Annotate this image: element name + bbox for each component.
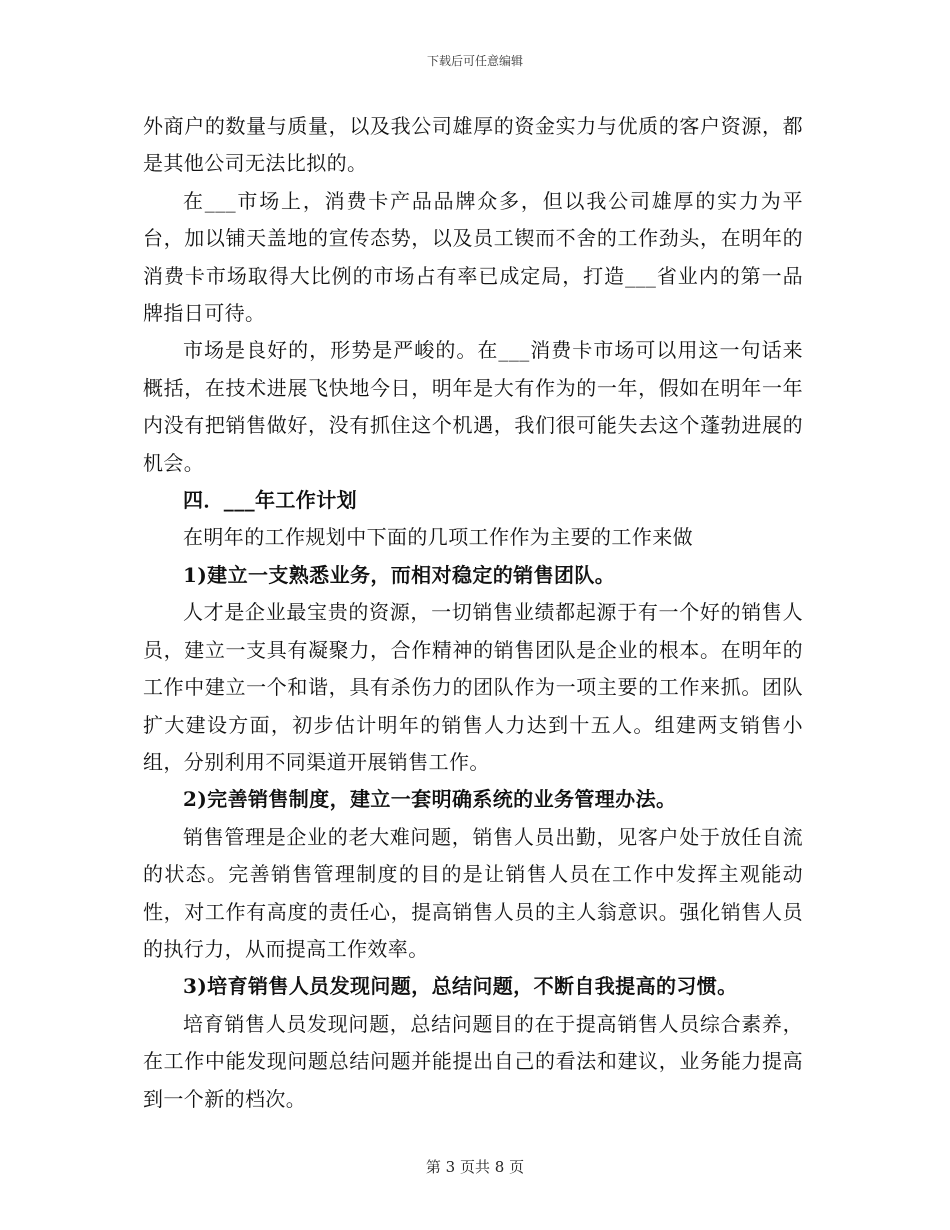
paragraph-training: 培育销售人员发现问题，总结问题目的在于提高销售人员综合素养，在工作中能发现问题总结问题并能提出自己的看法和建议，业务能力提高到一个新的档次。 [143, 1011, 803, 1111]
paragraph-3: 市场是良好的，形势是严峻的。在___消费卡市场可以用这一句话来概括，在技术进展飞快地今日，明年是大有作为的一年，假如在明年一年内没有把销售做好，没有抓住这个机遇，我们很可能失去这个蓬勃进展的机会。 [143, 338, 803, 475]
subheading-1: 1)建立一支熟悉业务，而相对稳定的销售团队。 [183, 562, 616, 587]
page-number-footer: 第 3 页共 8 页 [425, 1158, 525, 1176]
paragraph-2: 在___市场上，消费卡产品品牌众多，但以我公司雄厚的实力为平台，加以铺天盖地的宣传态势，以及员工锲而不舍的工作劲头，在明年的消费卡市场取得大比例的市场占有率已成定局，打造___省业内的第一品牌指日可待。 [143, 188, 803, 326]
section-heading: 四．___年工作计划 [183, 488, 357, 513]
paragraph-team: 人才是企业最宝贵的资源，一切销售业绩都起源于有一个好的销售人员，建立一支具有凝聚力，合作精神的销售团队是企业的根本。在明年的工作中建立一个和谐，具有杀伤力的团队作为一项主要的工作来抓。团队扩大建设方面，初步估计明年的销售人力达到十五人。组建两支销售小组，分别利用不同渠道开展销售工作。 [143, 600, 803, 774]
subheading-2: 2)完善销售制度，建立一套明确系统的业务管理办法。 [183, 787, 677, 812]
document-body [143, 108, 803, 1118]
paragraph-intro: 在明年的工作规划中下面的几项工作作为主要的工作来做 [183, 525, 693, 550]
paragraph-1: 外商户的数量与质量，以及我公司雄厚的资金实力与优质的客户资源，都是其他公司无法比拟的。 [143, 114, 803, 176]
subheading-3: 3)培育销售人员发现问题，总结问题，不断自我提高的习惯。 [183, 974, 738, 999]
paragraph-management: 销售管理是企业的老大难问题，销售人员出勤，见客户处于放任自流的状态。完善销售管理制度的目的是让销售人员在工作中发挥主观能动性，对工作有高度的责任心，提高销售人员的主人翁意识。强化销售人员的执行力，从而提高工作效率。 [143, 824, 803, 961]
page-header: 下载后可任意编辑 [426, 54, 523, 68]
